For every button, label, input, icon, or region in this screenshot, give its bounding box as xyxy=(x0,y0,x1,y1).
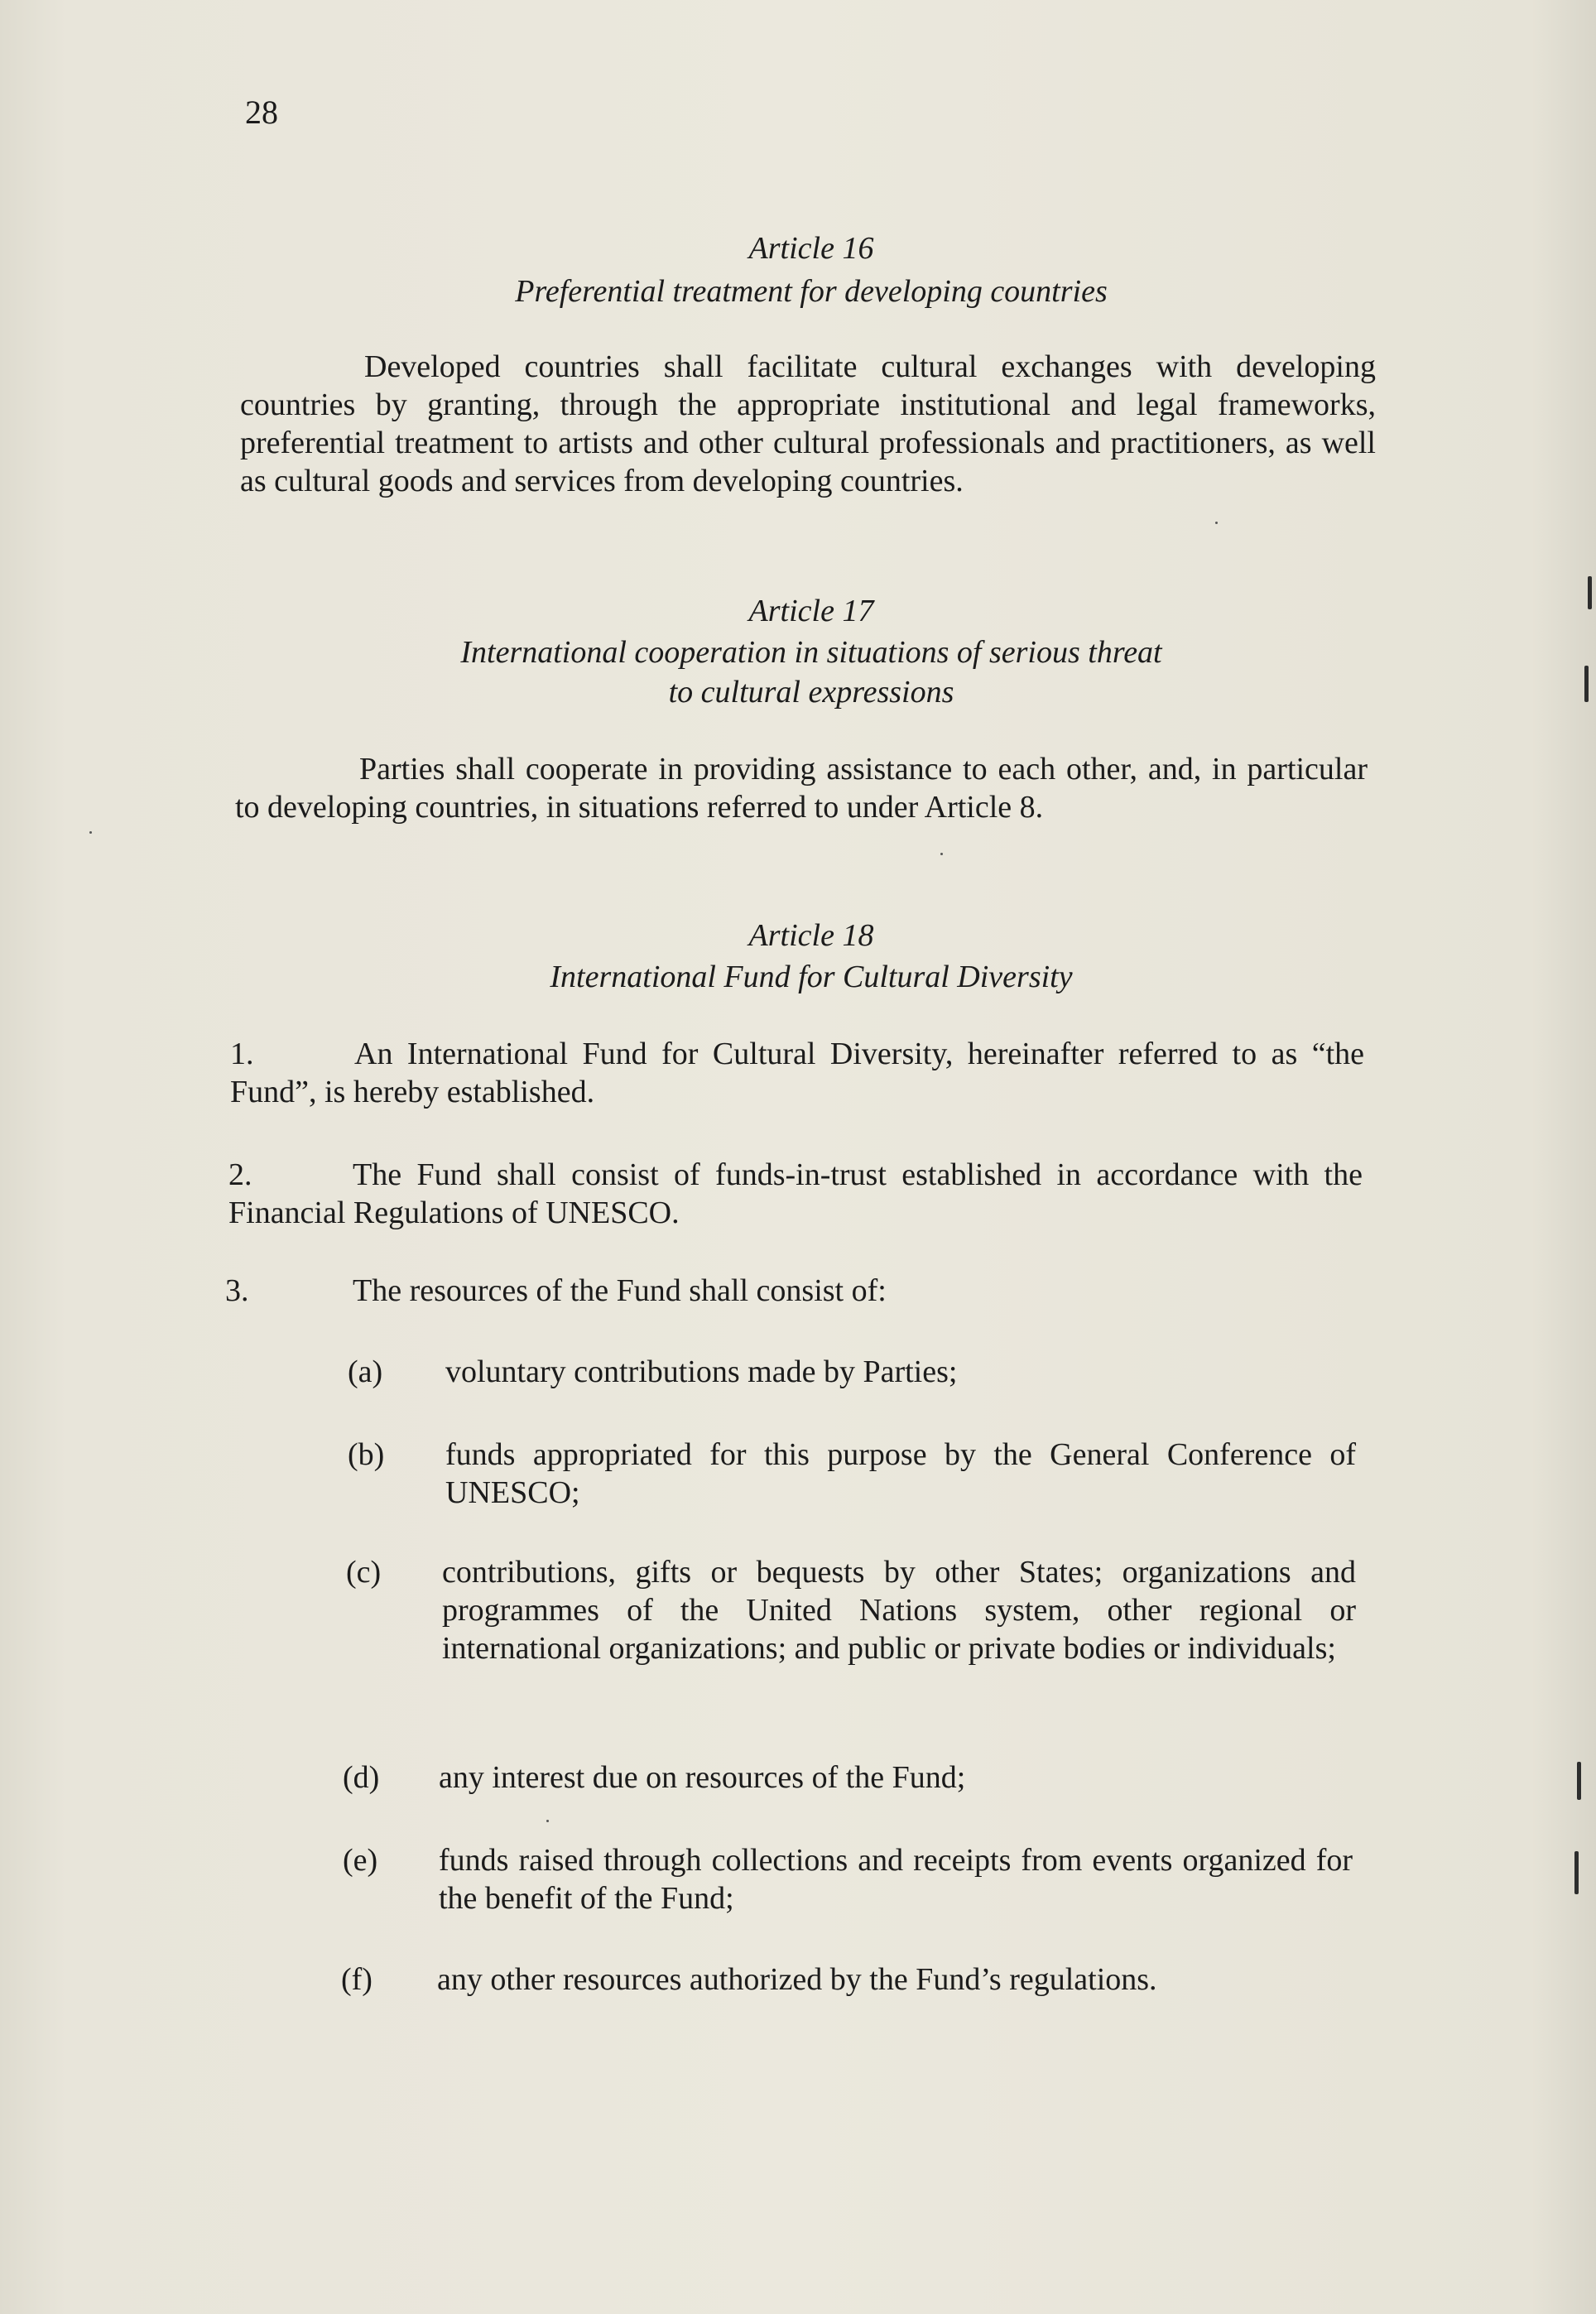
paper-speck xyxy=(89,831,92,834)
item-label: (f) xyxy=(341,1962,373,1997)
item-text: any other resources authorized by the Fund’s regulations. xyxy=(437,1962,1157,1997)
item-label: (d) xyxy=(343,1760,380,1795)
binding-mark xyxy=(1577,1762,1581,1800)
item-text: funds appropriated for this purpose by the General Conference of UNESCO; xyxy=(445,1437,1356,1510)
paragraph-number: 3. xyxy=(225,1273,249,1308)
paper-speck xyxy=(546,1820,549,1822)
paragraph-number: 1. xyxy=(230,1037,254,1071)
paper-speck xyxy=(1215,522,1218,524)
item-text: any interest due on resources of the Fund; xyxy=(439,1760,966,1795)
article-18-subtitle: International Fund for Cultural Diversity xyxy=(550,960,1073,994)
paragraph-text: The Fund shall consist of funds-in-trust established in accordance with the Financial Regulations of UNESCO. xyxy=(228,1157,1363,1230)
article-18-title: Article 18 xyxy=(748,918,874,953)
item-label: (e) xyxy=(343,1843,378,1878)
page-number: 28 xyxy=(245,94,278,131)
article-16-subtitle: Preferential treatment for developing countries xyxy=(515,274,1108,309)
binding-mark xyxy=(1574,1851,1579,1894)
item-text: voluntary contributions made by Parties; xyxy=(445,1354,958,1389)
article-17-subtitle-line1: International cooperation in situations of serious threat xyxy=(460,635,1162,670)
binding-mark xyxy=(1588,576,1592,609)
paragraph-text: The resources of the Fund shall consist of: xyxy=(353,1273,887,1308)
item-text: contributions, gifts or bequests by other States; organizations and programmes of the United Nations system, other regional or international organizations; and public or private bodies or individuals; xyxy=(442,1555,1356,1666)
article-17-subtitle-line2: to cultural expressions xyxy=(668,675,954,710)
item-label: (c) xyxy=(346,1555,382,1590)
item-label: (b) xyxy=(348,1437,385,1472)
article-16-title: Article 16 xyxy=(748,231,874,266)
article-16-body: Developed countries shall facilitate cultural exchanges with developing countries by granting, through the appropriate institutional and legal frameworks, preferential treatment to artists and other cultural professionals and practitioners, as well as cultural goods and services from developing countries. xyxy=(240,349,1376,498)
paper-speck xyxy=(940,853,943,855)
article-17-title: Article 17 xyxy=(748,594,874,628)
paragraph-number: 2. xyxy=(228,1157,252,1192)
paragraph-text: An International Fund for Cultural Diversity, hereinafter referred to as “the Fund”, is hereby established. xyxy=(230,1037,1364,1109)
item-text: funds raised through collections and receipts from events organized for the benefit of the Fund; xyxy=(439,1843,1353,1916)
item-label: (a) xyxy=(348,1354,383,1389)
article-17-body: Parties shall cooperate in providing assistance to each other, and, in particular to developing countries, in situations referred to under Article 8. xyxy=(235,752,1368,825)
binding-mark xyxy=(1584,666,1589,702)
